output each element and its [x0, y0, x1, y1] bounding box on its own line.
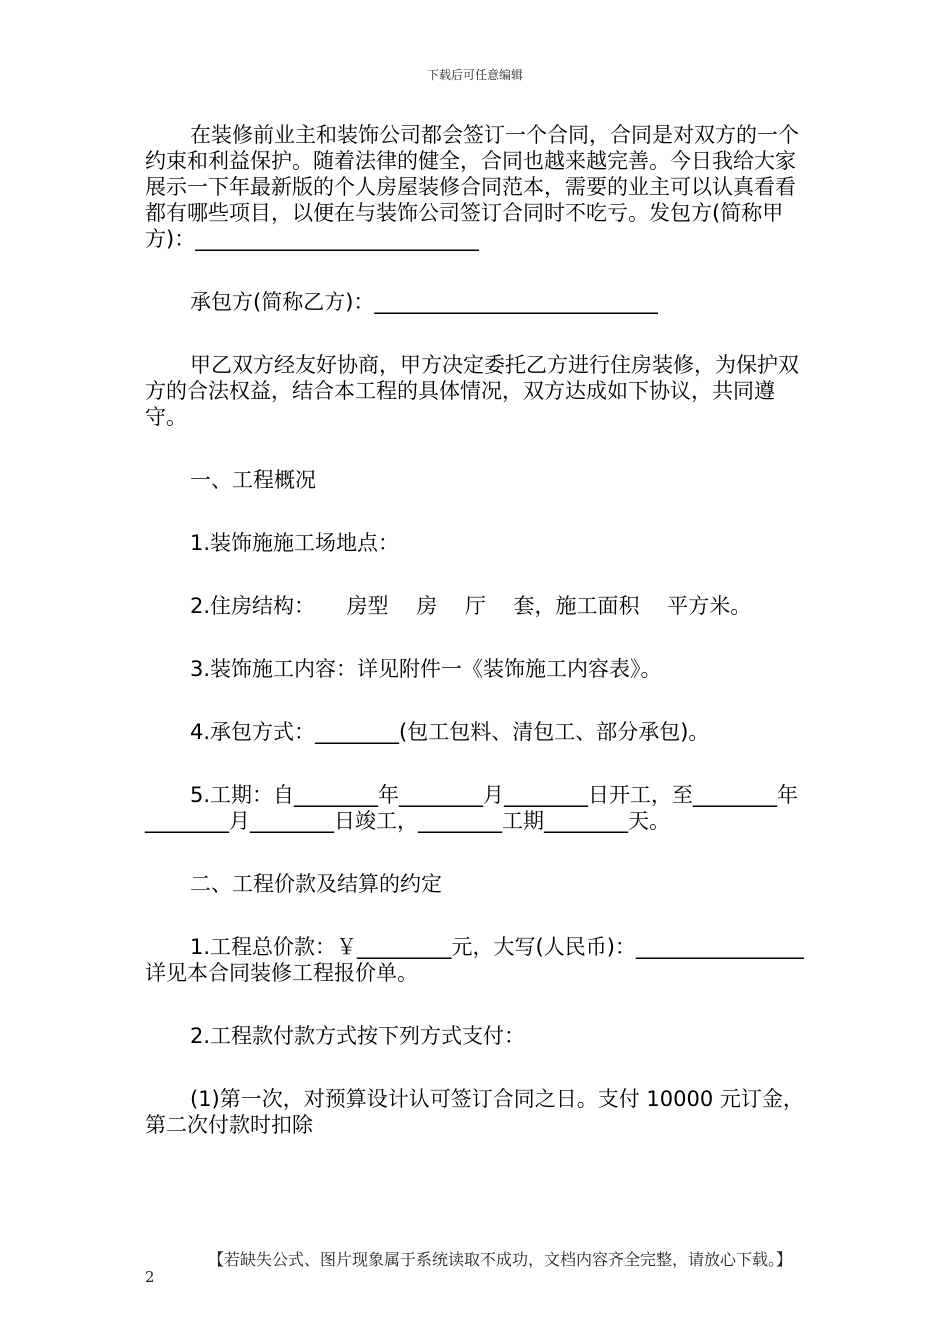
contractor-party-line: 承包方(简称乙方)：___________________________: [190, 290, 658, 314]
document-body: [145, 122, 805, 1175]
clause-house-structure: 2.住房结构： 房型 房 厅 套，施工面积 平方米。: [190, 594, 752, 618]
clause-contract-method: 4.承包方式：________(包工包料、清包工、部分承包)。: [190, 720, 710, 744]
clause-first-payment: (1)第一次，对预算设计认可签订合同之日。支付 10000 元订金，第二次付款时扣除: [145, 1087, 804, 1137]
page-footer-notice: 【若缺失公式、图片现象属于系统读取不成功，文档内容齐全完整，请放心下载。】: [207, 1250, 792, 1269]
page-number: 2: [145, 1268, 155, 1286]
intro-paragraph: 在装修前业主和装饰公司都会签订一个合同，合同是对双方的一个约束和利益保护。随着法律的健全，合同也越来越完善。今日我给大家展示一下年最新版的个人房屋装修合同范本，需要的业主可以认真看看都有哪些项目，以便在与装饰公司签订合同时不吃亏。发包方(简称甲方)：___________________________: [145, 123, 799, 251]
page-header: 下载后可任意编辑: [426, 68, 523, 82]
agreement-paragraph: 甲乙双方经友好协商，甲方决定委托乙方进行住房装修，为保护双方的合法权益，结合本工程的具体情况，双方达成如下协议，共同遵守。: [145, 353, 799, 429]
clause-schedule: 5.工期：自________年________月________日开工，至________年________月________日竣工，________工期________天。: [145, 783, 799, 833]
clause-payment-method: 2.工程款付款方式按下列方式支付：: [190, 1024, 526, 1048]
section-heading-price-settlement: 二、工程价款及结算的约定: [190, 872, 442, 896]
clause-total-price: 1.工程总价款：￥_________元，大写(人民币)：________________详见本合同装修工程报价单。: [145, 935, 804, 985]
clause-construction-content: 3.装饰施工内容：详见附件一《装饰施工内容表》。: [190, 657, 662, 681]
section-heading-project-overview: 一、工程概况: [190, 468, 316, 492]
clause-site-location: 1.装饰施施工场地点：: [190, 531, 400, 555]
